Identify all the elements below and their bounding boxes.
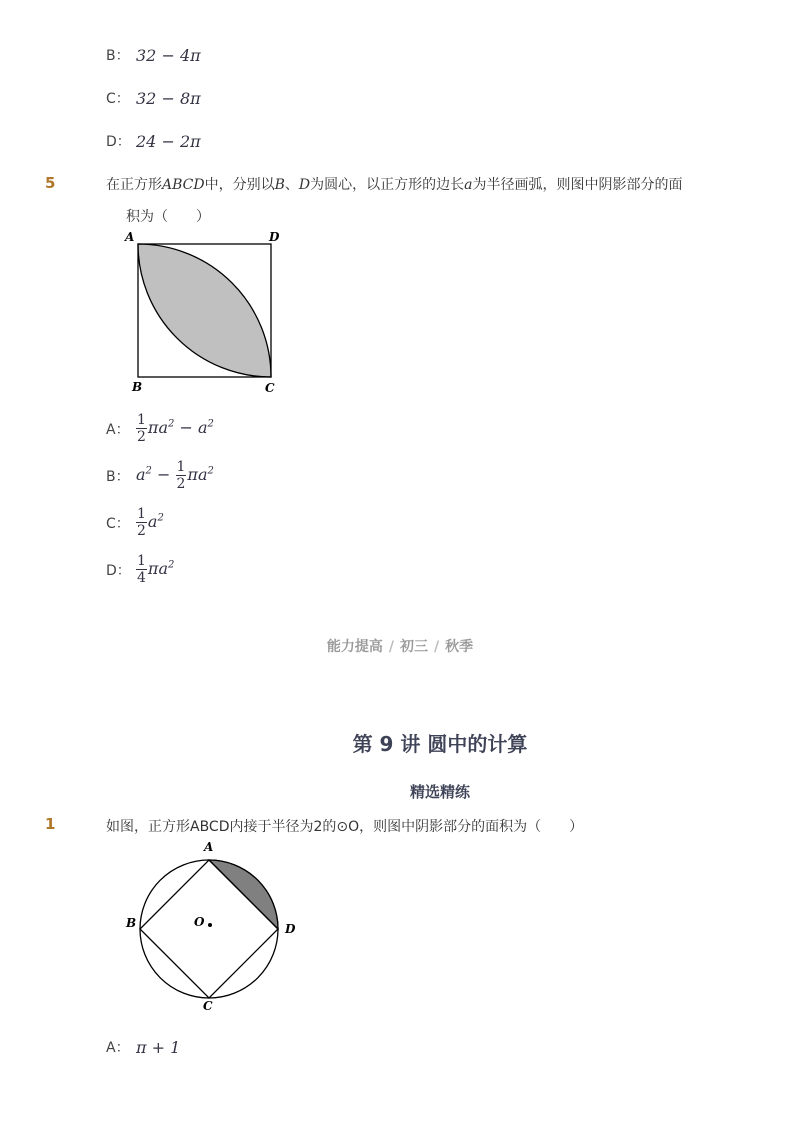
term: a — [136, 465, 146, 484]
label-d: D — [269, 230, 280, 244]
operator: − — [151, 465, 176, 484]
question-number-1: 1 — [45, 815, 56, 833]
exponent: 2 — [167, 418, 175, 430]
page-footer — [0, 636, 800, 656]
fraction — [136, 412, 147, 445]
shaded-lens — [138, 244, 271, 377]
numerator: 1 — [176, 459, 186, 475]
q5-text-part: 、 — [284, 177, 299, 193]
term: πa — [147, 418, 168, 437]
footer-separator: / — [388, 639, 394, 655]
question-number-5: 5 — [45, 174, 56, 192]
q5-point-b: B — [274, 177, 285, 193]
section-title: 精选精练 — [409, 783, 470, 801]
option-math — [136, 412, 214, 445]
footer-term: 秋季 — [445, 639, 474, 655]
label-a: A — [125, 230, 135, 244]
q5-square-name: ABCD — [162, 177, 205, 193]
option-math — [136, 506, 164, 539]
question-5-text — [106, 174, 683, 194]
option-label: A： — [106, 421, 130, 438]
label-c: C — [265, 381, 275, 395]
option-math: π + 1 — [136, 1037, 181, 1057]
q5-point-d: D — [298, 177, 311, 193]
numerator: 1 — [137, 506, 146, 522]
option-d-prev[interactable] — [106, 131, 201, 151]
option-math: 32 − 4π — [136, 45, 201, 65]
exponent: 2 — [157, 512, 164, 524]
fraction — [176, 459, 187, 492]
option-b-prev[interactable] — [106, 45, 201, 65]
denominator: 2 — [176, 476, 186, 492]
option-label: B： — [106, 468, 130, 485]
fraction — [136, 506, 147, 539]
q5-text-part: 为圆心，以正方形的边长 — [310, 177, 465, 193]
option-label: C： — [106, 515, 130, 532]
label-b: B — [132, 380, 143, 394]
option-math: 32 − 8π — [136, 88, 201, 108]
lecture-title: 第 9 讲 圆中的计算 — [352, 732, 528, 756]
label-a: A — [204, 840, 214, 854]
q5-option-c[interactable] — [106, 506, 164, 539]
label-o: O — [194, 915, 205, 929]
exponent: 2 — [207, 465, 214, 477]
q5-text-part: 在正方形 — [106, 177, 162, 193]
q1-figure — [118, 836, 308, 1016]
option-label: D： — [106, 562, 131, 579]
q5-figure — [120, 226, 290, 398]
footer-course: 能力提高 — [326, 639, 383, 655]
option-math: 24 − 2π — [136, 131, 201, 151]
q5-option-d[interactable] — [106, 553, 174, 586]
footer-grade: 初三 — [400, 639, 428, 655]
label-b: B — [126, 916, 137, 930]
option-c-prev[interactable] — [106, 88, 201, 108]
fraction — [136, 553, 147, 586]
exponent: 2 — [167, 559, 175, 571]
term: − a — [174, 418, 208, 437]
option-math — [136, 553, 174, 586]
option-label: B： — [106, 48, 130, 64]
question-5-text-line2: 积为（ ） — [126, 209, 210, 225]
option-label: A： — [106, 1040, 130, 1056]
q5-option-b[interactable] — [106, 459, 214, 492]
label-d: D — [285, 922, 296, 936]
denominator: 2 — [137, 429, 146, 445]
footer-separator: / — [434, 639, 440, 655]
q5-var-a: a — [464, 177, 473, 193]
exponent: 2 — [145, 465, 152, 477]
option-label: D： — [106, 134, 131, 150]
option-label: C： — [106, 91, 130, 107]
q5-text-part: 为半径画弧，则图中阴影部分的面 — [472, 177, 683, 193]
term: πa — [187, 465, 208, 484]
q5-text-part: 中，分别以 — [204, 177, 275, 193]
exponent: 2 — [207, 418, 214, 430]
denominator: 2 — [137, 523, 146, 539]
term: a — [147, 512, 158, 531]
question-1-text: 如图，正方形ABCD内接于半径为2的⊙O，则图中阴影部分的面积为（ ） — [106, 819, 584, 835]
numerator: 1 — [137, 412, 146, 428]
center-dot — [208, 923, 212, 927]
q1-option-a[interactable] — [106, 1037, 180, 1057]
option-math — [136, 459, 214, 492]
denominator: 4 — [137, 570, 146, 586]
q5-option-a[interactable] — [106, 412, 214, 445]
label-c: C — [203, 999, 213, 1013]
numerator: 1 — [137, 553, 146, 569]
term: πa — [147, 559, 168, 578]
